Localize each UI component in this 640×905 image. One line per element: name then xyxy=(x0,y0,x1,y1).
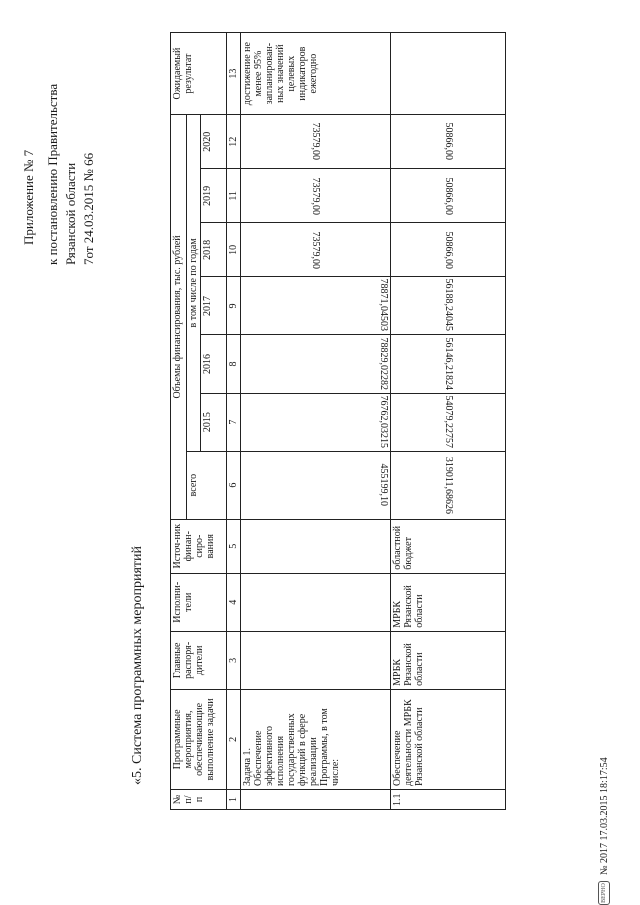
appendix-label: Приложение № 7 xyxy=(21,149,36,245)
index-cell: 4 xyxy=(227,573,241,631)
decree-line-2: Рязанской области xyxy=(63,162,78,265)
index-cell: 1 xyxy=(227,789,241,809)
header-source: Источ-ник финан-сиро-вания xyxy=(171,519,227,573)
header-year-2017: 2017 xyxy=(201,277,227,335)
row-executor xyxy=(241,573,391,631)
row-year-2019: 50866,00 xyxy=(442,177,454,215)
index-cell: 5 xyxy=(227,519,241,573)
row-year-2018: 50866,00 xyxy=(442,231,454,269)
row-num: 1.1 xyxy=(391,789,506,809)
index-cell: 11 xyxy=(227,169,241,223)
header-year-2015: 2015 xyxy=(201,393,227,451)
row-source xyxy=(241,519,391,573)
header-by-years: в том числе по годам xyxy=(187,115,201,451)
row-year-2017: 56188,24045 xyxy=(442,278,454,332)
table-row xyxy=(241,33,391,810)
header-result: Ожидаемый результат xyxy=(171,33,227,115)
row-year-2018: 73579,00 xyxy=(310,231,321,269)
index-cell: 3 xyxy=(227,631,241,689)
row-year-2020: 73579,00 xyxy=(310,123,321,161)
header-total: всего xyxy=(187,451,227,519)
program-measures-table xyxy=(170,32,506,810)
index-cell: 2 xyxy=(227,689,241,789)
row-measure: Задача 1. Обеспечение эффективного исполнения государственных функций в сфере реализации Программы, в том числе: xyxy=(241,689,391,789)
row-executor: МРБК Рязанской области xyxy=(391,573,506,631)
decree-line-3: 7от 24.03.2015 № 66 xyxy=(81,152,96,265)
header-managers: Главные распоря-дители xyxy=(171,631,227,689)
registration-stamp xyxy=(598,665,610,905)
row-manager: МРБК Рязанской области xyxy=(391,631,506,689)
row-total: 455199,10 xyxy=(378,463,389,507)
index-cell: 13 xyxy=(227,33,241,115)
row-year-2015: 76762,03215 xyxy=(378,395,389,448)
decree-line-1: к постановлению Правительства xyxy=(45,83,60,265)
header-year-2016: 2016 xyxy=(201,335,227,393)
index-cell: 12 xyxy=(227,115,241,169)
row-manager xyxy=(241,631,391,689)
row-measure: Обеспечение деятельности МРБК Рязанской области xyxy=(391,689,506,789)
row-source: областной бюджет xyxy=(391,519,506,573)
stamp-text: № 2017 17.03.2015 18:17:54 xyxy=(598,757,610,875)
row-result: достижение не менее 95% запланирован-ных значений целевых индикаторов ежегодно xyxy=(241,33,391,115)
header-num: № п/п xyxy=(171,789,227,809)
row-result xyxy=(391,33,506,115)
row-year-2016: 56146,21824 xyxy=(442,337,454,390)
header-measures: Программные мероприятия, обеспечивающие выполнение задачи xyxy=(171,689,227,789)
index-cell: 9 xyxy=(227,277,241,335)
row-year-2017: 78871,04503 xyxy=(378,278,389,332)
row-year-2020: 50866,00 xyxy=(442,123,454,161)
stamp-seal: ВЕРНО xyxy=(598,881,610,905)
header-year-2019: 2019 xyxy=(201,169,227,223)
header-year-2018: 2018 xyxy=(201,223,227,277)
row-num xyxy=(241,789,391,809)
index-cell: 10 xyxy=(227,223,241,277)
row-year-2015: 54079,22757 xyxy=(442,395,454,448)
row-year-2019: 73579,00 xyxy=(310,177,321,215)
index-cell: 8 xyxy=(227,335,241,393)
row-year-2016: 78829,02282 xyxy=(378,337,389,390)
header-funding: Объемы финансирования, тыс. рублей xyxy=(171,115,187,519)
index-cell: 6 xyxy=(227,451,241,519)
table-row xyxy=(391,33,506,810)
column-index-row xyxy=(227,33,241,810)
header-executors: Исполни-тели xyxy=(171,573,227,631)
index-cell: 7 xyxy=(227,393,241,451)
header-year-2020: 2020 xyxy=(201,115,227,169)
row-total: 319011,68626 xyxy=(442,456,454,514)
section-title: «5. Система программных мероприятий xyxy=(130,545,145,785)
